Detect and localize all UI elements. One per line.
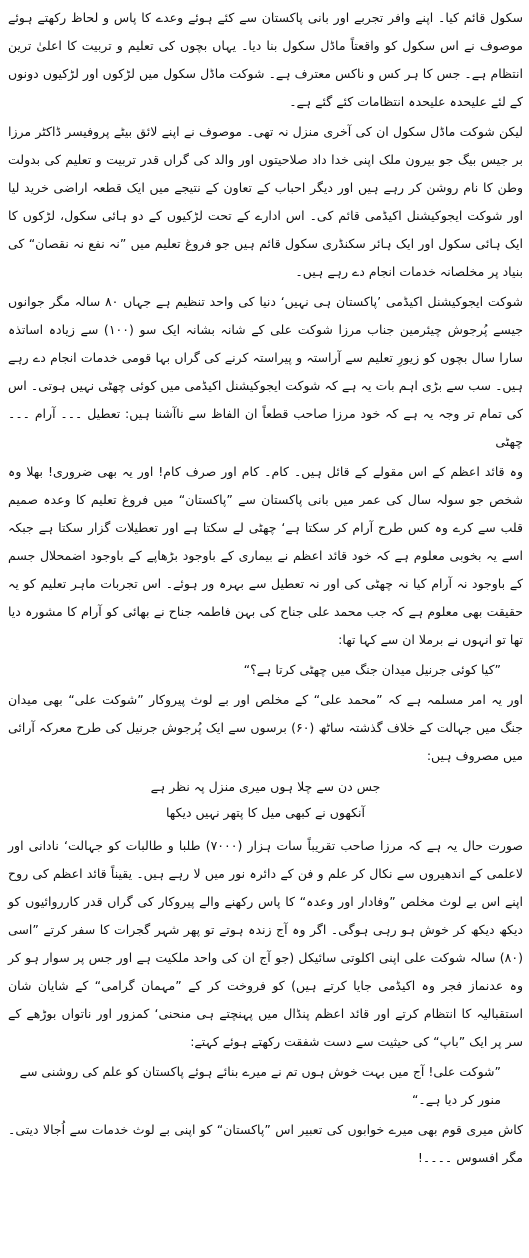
paragraph-campaign-against-ignorance: اور یہ امر مسلمہ ہے کہ ”محمد علی“ کے مخلص اور بے لوث پیروکار ”شوکت علی“ بھی میدان جنگ میں جہالت کے خلاف گذشتہ ساٹھ (۶۰) برسوں سے ایک پُرجوش جرنیل کی طرح معرکہ آرائی میں مصروف ہیں: (8, 692, 523, 763)
paragraph-school-founding: سکول قائم کیا۔ اپنے وافر تجربے اور بانی پاکستان سے کئے ہوئے وعدے کا پاس و لحاظ رکھتے ہوئے موصوف نے اس سکول کو واقعتاً ماڈل سکول بنا دیا۔ یہاں بچوں کی تعلیم و تربیت کا اعلیٰ ترین انتظام ہے۔ جس کا ہر کس و ناکس معترف ہے۔ شوکت ماڈل سکول میں لڑکوں اور لڑکیوں دونوں کے لئے علیحدہ علیحدہ انتظامات کئے گئے ہے۔ (8, 10, 523, 109)
paragraph-current-situation: صورت حال یہ ہے کہ مرزا صاحب تقریباً سات ہزار (۷۰۰۰) طلبا و طالبات کو جہالت‘ نادانی اور لاعلمی کے اندھیروں سے نکال کر علم و فن کے دائرہ نور میں لا رہے ہیں۔ یقیناً قائد اعظم کی روح اپنے اس بے لوث مخلص ”وفادار اور وعدہ“ کا پاس رکھنے والے پیروکار کی گراں قدر کارروائیوں کو دیکھ دیکھ کر خوش ہو رہی ہوگی۔ اگر وہ آج زندہ ہوتے تو پھر شہر گجرات کا سفر کرتے ”اسی (۸۰) سالہ شوکت علی اپنی اکلوتی سائیکل (جو آج ان کی واحد ملکیت ہے اور جس پر سوار ہو کر وہ عدنماز فجر وہ اکیڈمی جایا کرتے ہیں) کو فروخت کر کے ”مہمان گرامی“ کے شایان شان استقبالیہ کا انتظام کرتے اور قائد اعظم پنڈال میں پہنچتے ہی منحنی‘ کمزور اور ناتواں بوڑھے کے سر پر ایک ”باپ“ کی حیثیت سے دست شفقت رکھتے ہوئے کہتے: (8, 838, 523, 1049)
paragraph-academy-establishment: لیکن شوکت ماڈل سکول ان کی آخری منزل نہ تھی۔ موصوف نے اپنے لائق بیٹے پروفیسر ڈاکٹر مرزا بر جیس بیگ جو بیرون ملک اپنی خدا داد صلاحیتوں اور والد کی گراں قدر تربیت و تعلیم کی بدولت وطن کا نام روشن کر رہے ہیں اور دیگر احباب کے تعاون کے نتیجے میں ایک قطعہ اراضی خرید لیا اور شوکت ایجوکیشنل اکیڈمی قائم کی۔ اس ادارے کے تحت لڑکیوں کے دو ہائی سکول، لڑکوں کا ایک ہائی سکول اور ایک ہائر سکنڈری سکول قائم ہیں جو فروغ تعلیم میں ”نہ نفع نہ نقصان“ کی بنیاد پر مخلصانہ خدمات انجام دے رہے ہیں۔ (8, 124, 523, 279)
poetry-couplet (8, 774, 523, 826)
paragraph-closing-wish: کاش میری قوم بھی میرے خوابوں کی تعبیر اس ”پاکستان“ کو اپنی بے لوث خدمات سے اُجالا دیتی۔ مگر افسوس ۔۔۔۔! (8, 1122, 523, 1165)
verse-line-2: آنکھوں نے کبھی میل کا پتھر نہیں دیکھا (166, 805, 365, 820)
verse-line-1: جس دن سے چلا ہوں میری منزل پہ نظر ہے (150, 779, 381, 794)
quote-general-holiday: ”کیا کوئی جرنیل میدان جنگ میں چھٹی کرتا ہے؟“ (243, 662, 501, 677)
paragraph-academy-description: شوکت ایجوکیشنل اکیڈمی ’پاکستان ہی نہیں‘ دنیا کی واحد تنظیم ہے جہاں ۸۰ سالہ مگر جوانوں جیسے پُرجوش چیئرمین جناب مرزا شوکت علی کے شانہ بشانہ ایک سو (۱۰۰) سے زیادہ اساتذہ سارا سال بچوں کو زیورِ تعلیم سے آراستہ و پیراستہ کرنے کی گراں بہا قومی خدمات انجام دے رہے ہیں۔ سب سے بڑی اہم بات یہ ہے کہ شوکت ایجوکیشنل اکیڈمی میں کوئی چھٹی نہیں ہوتی۔ اس کی تمام تر وجہ یہ ہے کہ خود مرزا صاحب قطعاً ان الفاظ سے ناآشنا ہیں: تعطیل ۔۔۔ آرام ۔۔۔ چھٹی (8, 294, 523, 449)
quote-quaid-blessing: ”شوکت علی! آج میں بہت خوش ہوں تم نے میرے بنائے ہوئے پاکستان کو علم کی روشنی سے منور کر دیا ہے۔“ (19, 1064, 501, 1107)
paragraph-quaid-motto: وہ قائد اعظم کے اس مقولے کے قائل ہیں۔ کام۔ کام اور صرف کام! اور یہ بھی ضروری! بھلا وہ شخص جو سولہ سال کی عمر میں بانی پاکستان سے ”پاکستان“ میں فروغ تعلیم کا وعدہ صمیم قلب سے کرے وہ کس طرح آرام کر سکتا ہے‘ چھٹی لے سکتا ہے اور تعطیلات گزار سکتا ہے جبکہ اسے یہ بخوبی معلوم ہے کہ خود قائد اعظم نے بیماری کے باوجود بڑھاپے کے باوجود اضمحلال جسم کے باوجود نہ آرام کیا نہ چھٹی کی اور نہ تعطیل سے بہرہ ور ہوئے۔ اس تجربات ماہر تعلیم کو یہ حقیقت بھی معلوم ہے کہ جب محمد علی جناح کی بہن فاطمہ جناح نے بھائی کو آرام کا مشورہ دیا تھا تو انہوں نے برملا ان سے کہا تھا: (8, 464, 523, 647)
